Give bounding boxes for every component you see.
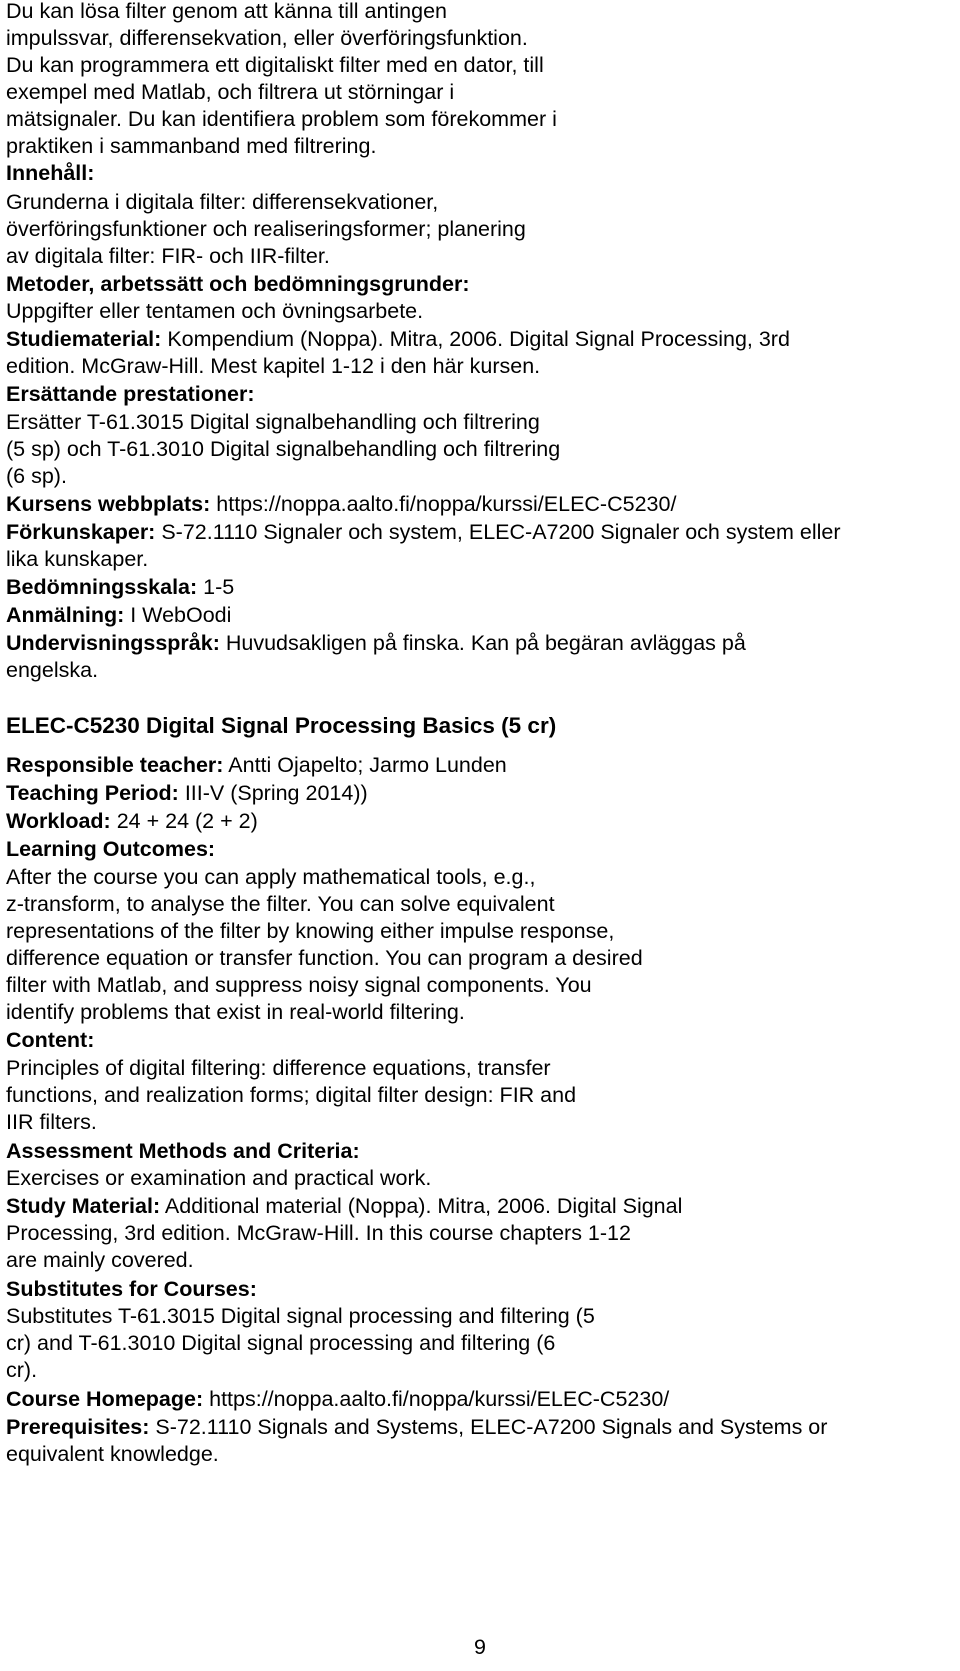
sv-content-line: av digitala filter: FIR- och IIR-filter. [6,244,330,268]
sv-methods-text: Uppgifter eller tentamen och övningsarbete. [6,299,424,323]
sv-registration-row [6,602,231,629]
sv-language-label: Undervisningsspråk: [6,631,220,655]
en-teacher-value: Antti Ojapelto; Jarmo Lunden [228,753,507,777]
en-outcomes-line: filter with Matlab, and suppress noisy signal components. You [6,973,592,997]
sv-material-text: Kompendium (Noppa). Mitra, 2006. Digital Signal Processing, 3rd [167,327,790,351]
en-workload-label: Workload: [6,809,111,833]
sv-grading-label: Bedömningsskala: [6,575,198,599]
en-teacher-label: Responsible teacher: [6,753,224,777]
sv-registration-label: Anmälning: [6,603,125,627]
en-workload-value: 24 + 24 (2 + 2) [116,809,258,833]
en-prereq-value-2: equivalent knowledge. [6,1442,219,1466]
sv-material-label: Studiematerial: [6,327,162,351]
sv-grading-value: 1-5 [203,575,235,599]
sv-registration-value: I WebOodi [130,603,232,627]
en-period-row [6,780,368,807]
sv-homepage-row [6,491,676,518]
sv-language-row [6,630,746,657]
sv-prereq-value: S-72.1110 Signaler och system, ELEC-A7200 Signaler och system eller [161,520,841,544]
en-outcomes-label: Learning Outcomes: [6,837,216,861]
en-homepage-row [6,1386,669,1413]
en-substitutes-line: cr). [6,1358,38,1382]
en-assessment-label: Assessment Methods and Criteria: [6,1139,360,1163]
en-material-line: Processing, 3rd edition. McGraw-Hill. In this course chapters 1-12 [6,1221,631,1245]
sv-content-line: överföringsfunktioner och realiseringsformer; planering [6,217,526,241]
sv-outcomes-line: Du kan programmera ett digitaliskt filter med en dator, till [6,53,544,77]
sv-methods-label: Metoder, arbetssätt och bedömningsgrunder: [6,272,470,296]
en-content-line: functions, and realization forms; digital filter design: FIR and [6,1083,577,1107]
sv-language-value-2: engelska. [6,658,99,682]
sv-prereq-value-2: lika kunskaper. [6,547,149,571]
en-outcomes-line: z-transform, to analyse the filter. You can solve equivalent [6,892,555,916]
en-substitutes-label: Substitutes for Courses: [6,1277,257,1301]
en-period-value: III-V (Spring 2014)) [184,781,368,805]
sv-material-row [6,326,790,353]
sv-substitutes-label: Ersättande prestationer: [6,382,255,406]
sv-material-text-2: edition. McGraw-Hill. Mest kapitel 1-12 i den här kursen. [6,354,541,378]
page-number: 9 [474,1635,486,1659]
sv-homepage-link[interactable]: https://noppa.aalto.fi/noppa/kurssi/ELEC-C5230/ [216,492,677,516]
en-content-line: Principles of digital filtering: difference equations, transfer [6,1056,551,1080]
sv-grading-row [6,574,234,601]
en-prereq-value: S-72.1110 Signals and Systems, ELEC-A7200 Signals and Systems or [155,1415,828,1439]
sv-substitutes-line: Ersätter T-61.3015 Digital signalbehandling och filtrering [6,410,540,434]
en-prereq-label: Prerequisites: [6,1415,150,1439]
sv-substitutes-line: (6 sp). [6,464,67,488]
sv-outcomes-line: mätsignaler. Du kan identifiera problem som förekommer i [6,107,557,131]
en-homepage-label: Course Homepage: [6,1387,204,1411]
sv-substitutes-line: (5 sp) och T-61.3010 Digital signalbehandling och filtrering [6,437,561,461]
en-material-row [6,1193,682,1220]
en-workload-row [6,808,258,835]
en-outcomes-line: representations of the filter by knowing either impulse response, [6,919,615,943]
sv-prereq-label: Förkunskaper: [6,520,156,544]
course-title: ELEC-C5230 Digital Signal Processing Basics (5 cr) [6,713,557,738]
en-outcomes-line: identify problems that exist in real-world filtering. [6,1000,465,1024]
en-material-label: Study Material: [6,1194,161,1218]
en-substitutes-line: cr) and T-61.3010 Digital signal processing and filtering (6 [6,1331,556,1355]
en-material-text: Additional material (Noppa). Mitra, 2006. Digital Signal [164,1194,683,1218]
en-outcomes-line: After the course you can apply mathematical tools, e.g., [6,865,536,889]
en-period-label: Teaching Period: [6,781,179,805]
en-teacher-row [6,752,507,779]
en-content-label: Content: [6,1028,95,1052]
en-material-line: are mainly covered. [6,1248,194,1272]
sv-outcomes-line: impulssvar, differensekvation, eller överföringsfunktion. [6,26,528,50]
sv-outcomes-line: praktiken i sammanband med filtrering. [6,134,377,158]
en-outcomes-line: difference equation or transfer function. You can program a desired [6,946,643,970]
en-prereq-row [6,1414,827,1441]
sv-content-label: Innehåll: [6,161,95,185]
en-assessment-text: Exercises or examination and practical work. [6,1166,432,1190]
sv-homepage-label: Kursens webbplats: [6,492,211,516]
en-homepage-link[interactable]: https://noppa.aalto.fi/noppa/kurssi/ELEC-C5230/ [209,1387,670,1411]
sv-prereq-row [6,519,841,546]
en-substitutes-line: Substitutes T-61.3015 Digital signal processing and filtering (5 [6,1304,595,1328]
en-content-line: IIR filters. [6,1110,97,1134]
sv-outcomes-line: exempel med Matlab, och filtrera ut störningar i [6,80,455,104]
sv-content-line: Grunderna i digitala filter: differensekvationer, [6,190,439,214]
sv-outcomes-line: Du kan lösa filter genom att känna till antingen [6,0,448,23]
sv-language-value: Huvudsakligen på finska. Kan på begäran avläggas på [225,631,746,655]
